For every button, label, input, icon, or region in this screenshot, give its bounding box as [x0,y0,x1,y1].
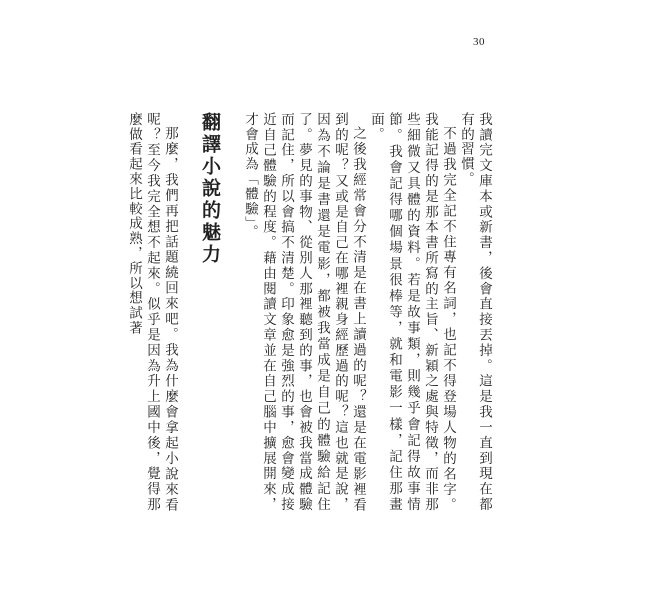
paragraph: 那麼，我們再把話題繞回來吧。我為什麼會拿起小說來看呢？至今我完全想不起來。似乎是因為升上國中後，覺得那麼做看起來比較成熟，所以想試著 [126,112,178,512]
section-heading: 翻譯小說的魅力 [199,112,221,266]
page-number: 30 [473,36,485,48]
paragraph: 我讀完文庫本或新書，後會直接丟掉。這是我一直到現在都有的習慣。 [458,112,492,512]
paragraph: 之後我經常會分不清是在書上讀過的呢？還是在電影裡看到的呢？又或是自己在哪裡親身經歷過的呢？這也就是說，因為不論是書還是電影，都被我當成是自己的體驗給記住了。夢見的事物、從別人那裡聽到的事，也會被我當成體驗而記住，所以會搞不清楚。印象愈是強烈的事，愈會變成接近自己體驗的程度。藉由閱讀文章並在自己腦中擴展開來，才會成為「體驗」。 [242,112,366,512]
body-text [125,112,493,512]
paragraph: 不過我完全記不住專有名詞，也記不得登場人物的名字。我能記得的是那本書所寫的主旨、新穎之處與特徵，而非那些細微又具體的資料。若是故事類，則幾乎會記得故事情節。我會記得哪個場景很棒等，就和電影一樣，記住那畫面。 [368,112,456,512]
